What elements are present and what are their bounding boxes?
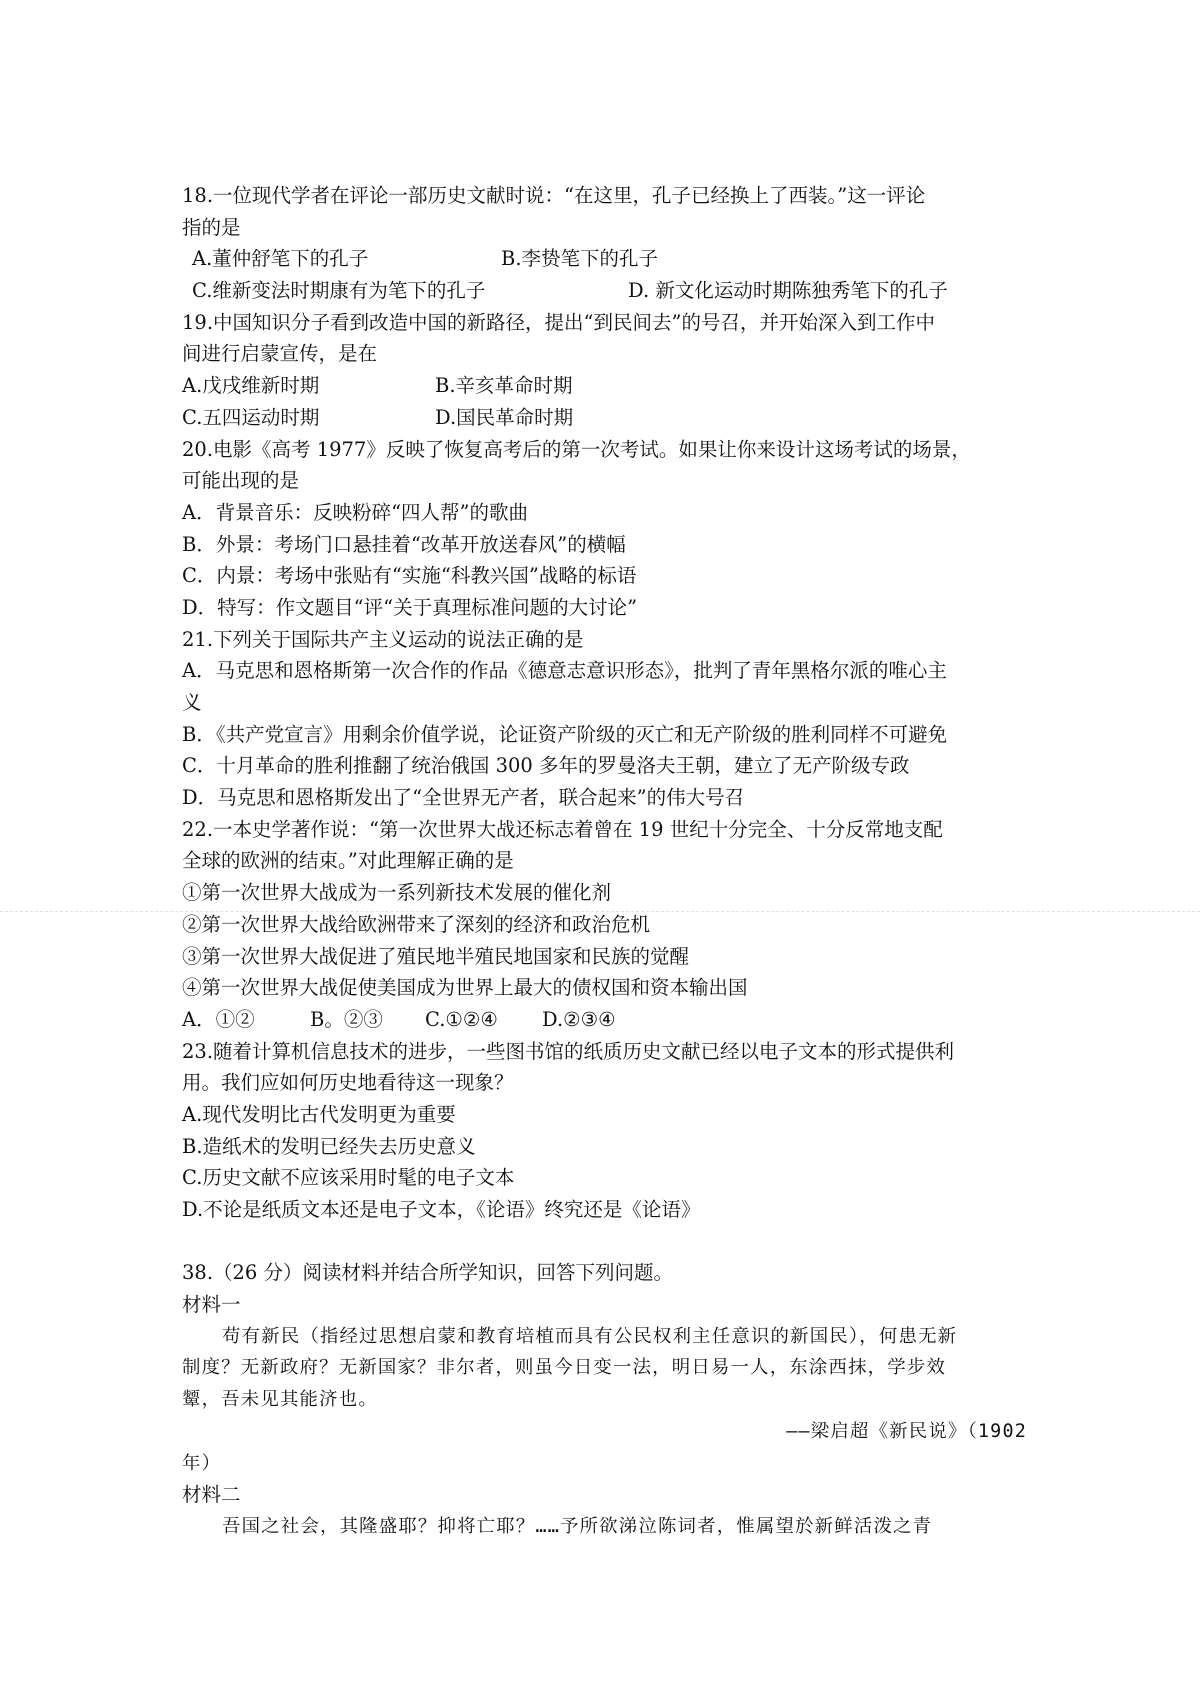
material-2-title: 材料二 xyxy=(182,1483,241,1507)
q22-stem-line2: 全球的欧洲的结束。”对此理解正确的是 xyxy=(182,849,514,873)
material-1-title: 材料一 xyxy=(182,1293,241,1317)
q38-stem: 38.（26 分）阅读材料并结合所学知识，回答下列问题。 xyxy=(182,1261,674,1285)
q20-stem-line1: 20.电影《高考 1977》反映了恢复高考后的第一次考试。如果让你来设计这场考试的场景， xyxy=(182,437,971,461)
material-1-line3: 颦，吾未见其能济也。 xyxy=(182,1389,378,1411)
q22-option-d: D.②③④ xyxy=(542,1007,616,1031)
q20-option-b: B．外景：考场门口悬挂着“改革开放送春风”的横幅 xyxy=(182,532,626,556)
q22-item-1: ①第一次世界大战成为一系列新技术发展的催化剂 xyxy=(182,881,612,905)
q18-option-a: A.董仲舒笔下的孔子 xyxy=(192,247,369,271)
q19-option-d: D.国民革命时期 xyxy=(435,405,574,429)
q23-option-a: A.现代发明比古代发明更为重要 xyxy=(182,1102,456,1126)
q18-option-c: C.维新变法时期康有为笔下的孔子 xyxy=(192,279,486,303)
q20-stem-line2: 可能出现的是 xyxy=(182,469,300,493)
q23-option-d: D.不论是纸质文本还是电子文本，《论语》终究还是《论语》 xyxy=(182,1198,701,1221)
q21-option-b: B．《共产党宣言》用剩余价值学说，论证资产阶级的灭亡和无产阶级的胜利同样不可避免 xyxy=(182,722,948,746)
material-1-line1: 苟有新民（指经过思想启蒙和教育培植而具有公民权利主任意识的新国民），何患无新 xyxy=(222,1325,958,1347)
q21-stem: 21.下列关于国际共产主义运动的说法正确的是 xyxy=(182,627,584,651)
q18-options-row1 xyxy=(182,243,1027,275)
q19-stem-line1: 19.中国知识分子看到改造中国的新路径，提出“到民间去”的号召，并开始深入到工作中 xyxy=(182,310,935,334)
q18-option-b: B.李贽笔下的孔子 xyxy=(501,247,659,271)
q19-options-row1 xyxy=(182,370,1027,402)
q22-option-b: B。②③ xyxy=(310,1007,383,1031)
q21-option-a-line2: 义 xyxy=(182,691,202,714)
q21-option-c: C．十月革命的胜利推翻了统治俄国 300 多年的罗曼洛夫王朝，建立了无产阶级专政 xyxy=(182,754,910,778)
q19-option-b: B.辛亥革命时期 xyxy=(435,374,573,398)
q23-option-c: C.历史文献不应该采用时髦的电子文本 xyxy=(182,1166,515,1190)
material-1-source: ——梁启超《新民说》（1902 xyxy=(786,1420,1027,1442)
exam-content xyxy=(182,180,1027,1543)
q22-options-row xyxy=(182,1004,1027,1036)
q23-stem-line1: 23.随着计算机信息技术的进步，一些图书馆的纸质历史文献已经以电子文本的形式提供利 xyxy=(182,1039,955,1063)
q23-stem-line2: 用。我们应如何历史地看待这一现象？ xyxy=(182,1071,514,1095)
q18-stem-line2: 指的是 xyxy=(182,215,241,239)
q22-item-2: ②第一次世界大战给欧洲带来了深刻的经济和政治危机 xyxy=(182,912,651,936)
q20-option-d: D．特写：作文题目“评“关于真理标准问题的大讨论” xyxy=(182,595,638,619)
q22-stem-line1: 22.一本史学著作说：“第一次世界大战还标志着曾在 19 世纪十分完全、十分反常地支配 xyxy=(182,817,943,841)
section-spacer xyxy=(182,1226,1027,1258)
q19-option-c: C.五四运动时期 xyxy=(182,405,320,429)
material-2-line1: 吾国之社会，其隆盛耶？抑将亡耶？……予所欲涕泣陈词者，惟属望於新鲜活泼之青 xyxy=(222,1515,933,1537)
material-1-line2: 制度？无新政府？无新国家？非尔者，则虽今日变一法，明日易一人，东涂西抹，学步效 xyxy=(182,1357,947,1379)
q23-option-b: B.造纸术的发明已经失去历史意义 xyxy=(182,1134,476,1158)
q21-option-d: D．马克思和恩格斯发出了“全世界无产者，联合起来”的伟大号召 xyxy=(182,786,745,810)
q22-item-3: ③第一次世界大战促进了殖民地半殖民地国家和民族的觉醒 xyxy=(182,944,690,968)
q19-stem-line2: 间进行启蒙宣传，是在 xyxy=(182,342,378,366)
q18-options-row2 xyxy=(182,275,1027,307)
q22-option-a: A．①② xyxy=(182,1007,255,1031)
q18-option-d: D. 新文化运动时期陈独秀笔下的孔子 xyxy=(628,279,948,303)
q19-options-row2 xyxy=(182,402,1027,434)
material-1-source-cont: 年） xyxy=(182,1452,222,1474)
q22-item-4: ④第一次世界大战促使美国成为世界上最大的债权国和资本输出国 xyxy=(182,976,748,1000)
q18-stem-line1: 18.一位现代学者在评论一部历史文献时说：“在这里，孔子已经换上了西装。”这一评论 xyxy=(182,184,926,207)
q20-option-c: C．内景：考场中张贴有“实施“科教兴国”战略的标语 xyxy=(182,564,637,588)
q21-option-a-line1: A．马克思和恩格斯第一次合作的作品《德意志意识形态》，批判了青年黑格尔派的唯心主 xyxy=(182,659,947,683)
q19-option-a: A.戊戌维新时期 xyxy=(182,374,320,398)
q20-option-a: A．背景音乐：反映粉碎“四人帮”的歌曲 xyxy=(182,500,529,524)
q22-option-c: C.①②④ xyxy=(425,1007,498,1031)
